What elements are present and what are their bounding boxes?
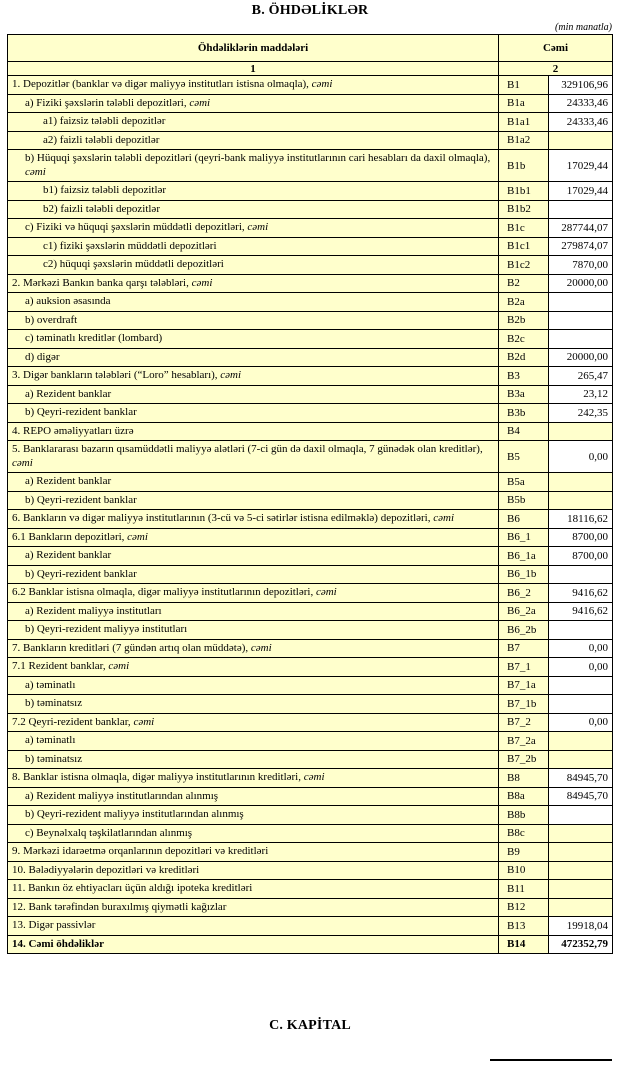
- item-label-italic-suffix: cəmi: [186, 96, 211, 109]
- table-row-B6_2b: [8, 621, 613, 640]
- item-label-text: a) təminatlı: [25, 678, 76, 691]
- table-row-B6: [8, 510, 613, 529]
- item-label: [8, 76, 499, 95]
- item-label-italic-suffix: cəmi: [248, 641, 272, 654]
- item-code: B7_2a: [499, 732, 549, 751]
- item-label-text: 11. Bankın öz ehtiyacları üçün aldığı ipoteka kreditləri: [12, 882, 253, 894]
- item-label-italic-suffix: cəmi: [124, 530, 148, 543]
- item-label: [8, 824, 499, 843]
- item-label-text: 3. Digər bankların tələbləri (“Loro” hesabları),: [12, 369, 218, 381]
- item-label-text: b) təminatsız: [25, 697, 83, 709]
- item-label: [8, 293, 499, 312]
- item-code: B2b: [499, 311, 549, 330]
- item-value: 84945,70: [549, 787, 613, 806]
- table-row-B3a: [8, 385, 613, 404]
- item-label: [8, 150, 499, 182]
- item-label: [8, 473, 499, 492]
- table-row-B2: [8, 274, 613, 293]
- item-label: [8, 330, 499, 349]
- item-label-text: a) auksion əsasında: [25, 295, 111, 307]
- item-label-italic-suffix: cəmi: [217, 369, 242, 381]
- table-row-B8a: [8, 787, 613, 806]
- item-label: [8, 935, 499, 954]
- item-label-text: a) Rezident banklar: [25, 549, 112, 561]
- item-value: 8700,00: [549, 528, 613, 547]
- item-code: B8: [499, 769, 549, 788]
- item-code: B8a: [499, 787, 549, 806]
- item-label-text: b) təminatsız: [25, 752, 83, 765]
- item-label-italic-suffix: cəmi: [12, 456, 33, 469]
- item-label: [8, 422, 499, 441]
- item-value: [549, 621, 613, 640]
- table-row-B7: [8, 639, 613, 658]
- item-value: 24333,46: [549, 94, 613, 113]
- item-label-text: 6. Bankların və digər maliyyə institutlarının (3-cü və 5-ci sətirlər istisna edilməklə) depozitləri,: [12, 512, 431, 524]
- table-row-B2a: [8, 293, 613, 312]
- item-label-text: a) Rezident banklar: [25, 475, 112, 487]
- item-value: 0,00: [549, 713, 613, 732]
- column-number-1: 1: [8, 62, 499, 76]
- item-label: [8, 769, 499, 788]
- item-code: B6_1b: [499, 565, 549, 584]
- next-section-title: C. KAPİTAL: [269, 1018, 351, 1033]
- item-label-text: a1) faizsiz tələbli depozitlər: [43, 115, 166, 127]
- item-label-text: 7.1 Rezident banklar,: [12, 660, 106, 672]
- item-code: B6_1a: [499, 547, 549, 566]
- item-label: [8, 113, 499, 132]
- table-column-number-row: [8, 62, 613, 76]
- item-code: B1b2: [499, 200, 549, 219]
- item-code: B6: [499, 510, 549, 529]
- item-value: [549, 824, 613, 843]
- item-code: B7_1b: [499, 695, 549, 714]
- item-label-text: a) təminatlı: [25, 734, 76, 746]
- item-label-text: 14. Cəmi öhdəliklər: [12, 937, 104, 950]
- item-value: 19918,04: [549, 917, 613, 936]
- item-label-text: a) Fiziki şəxslərin tələbli depozitləri,: [25, 96, 187, 109]
- table-row-B7_1: [8, 658, 613, 677]
- item-code: B1a: [499, 94, 549, 113]
- item-label-italic-suffix: cəmi: [313, 586, 337, 598]
- item-label-text: b) Qeyri-rezident banklar: [25, 406, 137, 418]
- item-value: [549, 843, 613, 862]
- table-row-B11: [8, 880, 613, 899]
- item-label: [8, 843, 499, 862]
- item-value: [549, 293, 613, 312]
- item-label-text: b2) faizli tələbli depozitlər: [43, 202, 160, 215]
- item-value: [549, 473, 613, 492]
- item-label-text: c2) hüquqi şəxslərin müddətli depozitləri: [43, 258, 224, 270]
- item-label-text: 9. Mərkəzi idarəetmə orqanlarının depozitləri və kreditləri: [12, 845, 269, 857]
- item-label: [8, 256, 499, 275]
- table-row-B8c: [8, 824, 613, 843]
- item-code: B9: [499, 843, 549, 862]
- item-label-text: b) Qeyri-rezident maliyyə institutları: [25, 623, 188, 635]
- column-number-2: 2: [499, 62, 613, 76]
- item-label-text: b) Qeyri-rezident maliyyə institutlarından alınmış: [25, 808, 244, 820]
- item-value: [549, 422, 613, 441]
- header-items-column: Öhdəliklərin maddələri: [8, 35, 499, 62]
- item-label: [8, 182, 499, 201]
- table-row-B1b: [8, 150, 613, 182]
- item-label-text: 4. REPO əməliyyatları üzrə: [12, 424, 134, 437]
- item-value: [549, 200, 613, 219]
- item-label: [8, 367, 499, 386]
- item-code: B5a: [499, 473, 549, 492]
- item-code: B10: [499, 861, 549, 880]
- item-code: B8b: [499, 806, 549, 825]
- item-code: B7_2b: [499, 750, 549, 769]
- item-code: B1c2: [499, 256, 549, 275]
- item-label-italic-suffix: cəmi: [188, 276, 213, 289]
- table-row-B7_2a: [8, 732, 613, 751]
- item-label-text: 7.2 Qeyri-rezident banklar,: [12, 715, 131, 728]
- table-row-B6_2: [8, 584, 613, 603]
- item-code: B7_1a: [499, 676, 549, 695]
- item-value: 8700,00: [549, 547, 613, 566]
- item-label: [8, 441, 499, 473]
- next-table-top-border: [490, 1059, 612, 1061]
- item-value: [549, 330, 613, 349]
- item-code: B1a1: [499, 113, 549, 132]
- table-row-B1a1: [8, 113, 613, 132]
- table-row-B2b: [8, 311, 613, 330]
- item-label-text: b1) faizsiz tələbli depozitlər: [43, 184, 167, 196]
- item-label: [8, 695, 499, 714]
- table-row-B8: [8, 769, 613, 788]
- item-label-text: 6.2 Banklar istisna olmaqla, digər maliyyə institutlarının depozitləri,: [12, 586, 314, 598]
- table-row-B7_1a: [8, 676, 613, 695]
- item-value: 84945,70: [549, 769, 613, 788]
- item-label: [8, 602, 499, 621]
- item-value: [549, 695, 613, 714]
- item-code: B14: [499, 935, 549, 954]
- item-code: B2: [499, 274, 549, 293]
- item-code: B12: [499, 898, 549, 917]
- item-label: [8, 565, 499, 584]
- item-value: [549, 732, 613, 751]
- item-code: B3: [499, 367, 549, 386]
- item-label-italic-suffix: cəmi: [105, 660, 130, 672]
- item-value: 23,12: [549, 385, 613, 404]
- item-label-text: 13. Digər passivlər: [12, 919, 96, 931]
- item-code: B5: [499, 441, 549, 473]
- table-row-B5b: [8, 491, 613, 510]
- item-label: [8, 861, 499, 880]
- item-label-italic-suffix: cəmi: [25, 165, 46, 178]
- item-label: [8, 547, 499, 566]
- table-row-B6_1a: [8, 547, 613, 566]
- item-value: 20000,00: [549, 274, 613, 293]
- item-label-italic-suffix: cəmi: [130, 715, 155, 728]
- table-header-row: [8, 35, 613, 62]
- item-value: [549, 491, 613, 510]
- item-code: B6_2b: [499, 621, 549, 640]
- item-code: B1b: [499, 150, 549, 182]
- table-row-B6_2a: [8, 602, 613, 621]
- item-value: [549, 565, 613, 584]
- table-row-B5a: [8, 473, 613, 492]
- table-row-B2d: [8, 348, 613, 367]
- item-label: [8, 200, 499, 219]
- item-label-text: c) Fiziki və hüquqi şəxslərin müddətli depozitləri,: [25, 221, 245, 233]
- item-label: [8, 94, 499, 113]
- item-code: B1c1: [499, 237, 549, 256]
- item-label: [8, 750, 499, 769]
- item-value: 472352,79: [549, 935, 613, 954]
- item-value: 20000,00: [549, 348, 613, 367]
- item-label: [8, 713, 499, 732]
- item-code: B11: [499, 880, 549, 899]
- header-total-column: Cəmi: [499, 35, 613, 62]
- section-title: B. ÖHDƏLİKLƏR: [251, 3, 369, 18]
- item-value: 17029,44: [549, 150, 613, 182]
- item-code: B2a: [499, 293, 549, 312]
- item-label-text: b) Qeyri-rezident banklar: [25, 567, 137, 580]
- item-code: B6_1: [499, 528, 549, 547]
- unit-note: (min manatla): [555, 22, 612, 33]
- item-label: [8, 787, 499, 806]
- item-value: 9416,62: [549, 584, 613, 603]
- item-value: [549, 131, 613, 150]
- item-label: [8, 732, 499, 751]
- item-label-text: a) Rezident banklar: [25, 387, 112, 400]
- table-body: [8, 76, 613, 954]
- item-value: [549, 880, 613, 899]
- item-label-text: 7. Bankların kreditləri (7 gündən artıq olan müddətə),: [12, 641, 249, 654]
- item-label: [8, 528, 499, 547]
- item-value: 18116,62: [549, 510, 613, 529]
- table-row-B1b2: [8, 200, 613, 219]
- item-label: [8, 676, 499, 695]
- table-row-B7_2: [8, 713, 613, 732]
- item-code: B7_2: [499, 713, 549, 732]
- table-row-B1c2: [8, 256, 613, 275]
- item-label-text: a2) faizli tələbli depozitlər: [43, 133, 160, 146]
- item-label-italic-suffix: cəmi: [301, 771, 325, 783]
- table-row-B2c: [8, 330, 613, 349]
- item-value: 279874,07: [549, 237, 613, 256]
- table-row-B9: [8, 843, 613, 862]
- item-code: B4: [499, 422, 549, 441]
- item-label-text: b) Hüquqi şəxslərin tələbli depozitləri (qeyri-bank maliyyə institutlarının cari hesabları da daxil olmaqla),: [25, 152, 491, 164]
- item-label-text: c) Beynəlxalq təşkilatlarından alınmış: [25, 826, 193, 839]
- item-label-text: c1) fiziki şəxslərin müddətli depozitləri: [43, 239, 217, 252]
- item-label: [8, 584, 499, 603]
- item-code: B6_2: [499, 584, 549, 603]
- item-value: 0,00: [549, 441, 613, 473]
- table-row-B1a: [8, 94, 613, 113]
- item-label: [8, 131, 499, 150]
- item-value: 287744,07: [549, 219, 613, 238]
- item-value: 0,00: [549, 639, 613, 658]
- item-label: [8, 491, 499, 510]
- item-label-text: 10. Bələdiyyələrin depozitləri və kreditləri: [12, 863, 200, 876]
- item-label: [8, 404, 499, 423]
- table-row-B7_2b: [8, 750, 613, 769]
- item-code: B1: [499, 76, 549, 95]
- item-code: B1a2: [499, 131, 549, 150]
- table-row-B1c: [8, 219, 613, 238]
- item-value: [549, 750, 613, 769]
- item-code: B1b1: [499, 182, 549, 201]
- item-label: [8, 880, 499, 899]
- item-label: [8, 219, 499, 238]
- table-row-B1: [8, 76, 613, 95]
- item-label-text: a) Rezident maliyyə institutları: [25, 604, 162, 617]
- item-value: 265,47: [549, 367, 613, 386]
- item-label: [8, 311, 499, 330]
- item-label-text: c) təminatlı kreditlər (lombard): [25, 332, 163, 344]
- item-label-text: 12. Bank tərəfindən buraxılmış qiymətli kağızlar: [12, 900, 227, 913]
- item-code: B8c: [499, 824, 549, 843]
- item-label: [8, 639, 499, 658]
- item-value: 0,00: [549, 658, 613, 677]
- item-label-text: b) overdraft: [25, 313, 78, 326]
- item-label: [8, 621, 499, 640]
- item-label: [8, 658, 499, 677]
- item-label-text: 6.1 Bankların depozitləri,: [12, 530, 125, 543]
- table-row-B6_1b: [8, 565, 613, 584]
- item-code: B2d: [499, 348, 549, 367]
- item-code: B5b: [499, 491, 549, 510]
- table-row-B4: [8, 422, 613, 441]
- table-row-B5: [8, 441, 613, 473]
- table-row-B12: [8, 898, 613, 917]
- item-code: B7_1: [499, 658, 549, 677]
- table-row-B8b: [8, 806, 613, 825]
- item-label: [8, 274, 499, 293]
- item-code: B2c: [499, 330, 549, 349]
- item-label-text: d) digər: [25, 350, 60, 363]
- item-code: B3b: [499, 404, 549, 423]
- item-value: 17029,44: [549, 182, 613, 201]
- table-row-B3: [8, 367, 613, 386]
- item-code: B13: [499, 917, 549, 936]
- table-row-B1c1: [8, 237, 613, 256]
- item-label-text: 2. Mərkəzi Bankın banka qarşı tələbləri,: [12, 276, 189, 289]
- item-label: [8, 237, 499, 256]
- item-label: [8, 510, 499, 529]
- item-value: [549, 861, 613, 880]
- item-code: B7: [499, 639, 549, 658]
- table-row-B3b: [8, 404, 613, 423]
- item-label: [8, 348, 499, 367]
- item-code: B3a: [499, 385, 549, 404]
- item-code: B6_2a: [499, 602, 549, 621]
- item-value: [549, 676, 613, 695]
- item-label-text: 1. Depozitlər (banklar və digər maliyyə institutları istisna olmaqla),: [12, 78, 309, 90]
- table-row-B6_1: [8, 528, 613, 547]
- item-value: 329106,96: [549, 76, 613, 95]
- table-row-B1b1: [8, 182, 613, 201]
- table-row-B7_1b: [8, 695, 613, 714]
- item-label-italic-suffix: cəmi: [430, 512, 454, 524]
- item-label: [8, 898, 499, 917]
- item-label-italic-suffix: cəmi: [308, 78, 333, 90]
- table-row-B10: [8, 861, 613, 880]
- item-label-text: a) Rezident maliyyə institutlarından alınmış: [25, 789, 219, 802]
- item-value: [549, 311, 613, 330]
- liabilities-table: [7, 34, 613, 954]
- item-value: [549, 806, 613, 825]
- item-value: 242,35: [549, 404, 613, 423]
- item-label-italic-suffix: cəmi: [244, 221, 269, 233]
- table-row-B13: [8, 917, 613, 936]
- item-value: 24333,46: [549, 113, 613, 132]
- item-label: [8, 385, 499, 404]
- item-label-text: 5. Banklararası bazarın qısamüddətli maliyyə alətləri (7-ci gün də daxil olmaqla, 7 günədək olan kreditlər),: [12, 443, 483, 455]
- table-row-B14: [8, 935, 613, 954]
- item-value: 7870,00: [549, 256, 613, 275]
- item-label-text: b) Qeyri-rezident banklar: [25, 493, 137, 506]
- item-label-text: 8. Banklar istisna olmaqla, digər maliyyə institutlarının kreditləri,: [12, 771, 301, 783]
- item-value: 9416,62: [549, 602, 613, 621]
- item-value: [549, 898, 613, 917]
- table-row-B1a2: [8, 131, 613, 150]
- item-code: B1c: [499, 219, 549, 238]
- item-label: [8, 806, 499, 825]
- item-label: [8, 917, 499, 936]
